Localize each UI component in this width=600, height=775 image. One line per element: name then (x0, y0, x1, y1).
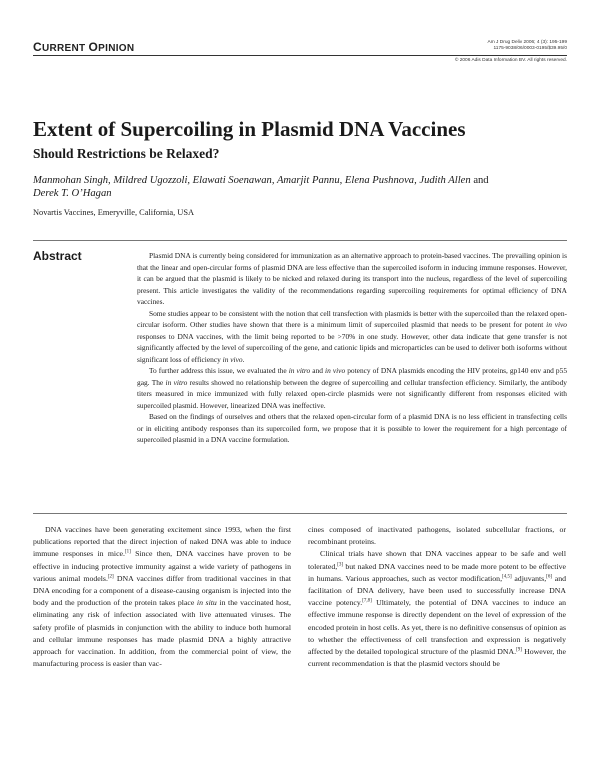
section-header-initial: O (88, 40, 99, 54)
issn-line: 1175-9038/06/0003-0195/$39.95/0 (493, 46, 567, 52)
body-paragraph: DNA vaccines have been generating excitement since 1993, when the first publications reported that the direct injection of naked DNA was able to induce immune responses in mice.[1] Since then, DNA vaccines have proven to be effective in inducing protective immunity against a wide variety of pathogens in various animal models.[2] DNA vaccines differ from traditional vaccines in that DNA encoding for a component of a disease-causing organism is injected into the body and the production of the protein takes place in situ in the vaccinated host, eliminating any risk of infection associated with live attenuated viruses. The safety profile of plasmids in conjunction with the ability to induce both humoral and cellular immune responses has made plasmid DNA a highly attractive approach for vaccination. In addition, from the commercial point of view, the manufacturing process is easier than vac- (33, 525, 291, 669)
abstract-paragraph: To further address this issue, we evaluated the in vitro and in vivo potency of DNA plasmids encoding the HIV proteins, gp140 env and p55 gag. The in vitro results showed no relationship between the degree of supercoiling and cellular transfection efficiency. Similarly, the antibody titers measured in mice immunized with fully relaxed open-circle plasmids were not significantly different from responses elicited with supercoiled plasmid. However, linearized DNA was ineffective. (137, 366, 568, 410)
section-header-rest: PINION (98, 43, 135, 54)
citation-ref[interactable]: [2] (107, 574, 114, 580)
citation-ref[interactable]: [6] (546, 574, 553, 580)
authors-and: and (473, 175, 489, 186)
citation-ref[interactable]: [4,5] (502, 574, 512, 580)
section-header (33, 40, 134, 54)
body-column-left (33, 524, 291, 670)
abstract-body (137, 250, 567, 446)
journal-citation: Am J Drug Deliv 2006; 4 (3): 195-199 (487, 40, 567, 45)
body-column-right (308, 524, 566, 670)
abstract-paragraph: Some studies appear to be consistent with the notion that cell transfection with plasmids is better with the supercoiled than the relaxed open-circular isoform. Other studies have shown that there is a minimum limit of supercoiled plasmid that needs to be present for potent in vivo responses to DNA vaccines, with the limit being reported to be >70% in one study. However, other data indicate that gene transfer is not significantly affected by the level of supercoiling of the gene, and cationic lipids and microparticles can be used to deliver both isoforms without significant loss of efficiency in vivo. (137, 308, 568, 364)
journal-meta (488, 40, 567, 53)
section-header-initial: C (33, 40, 42, 54)
citation-ref[interactable]: [3] (337, 562, 344, 568)
abstract-heading: Abstract (33, 249, 82, 263)
abstract-paragraph: Plasmid DNA is currently being considered for immunization as an alternative approach to protein-based vaccines. The prevailing opinion is that the linear and open-circular forms of plasmid DNA are less effective than the supercoiled isoform in inducing immune responses. However, it can be argued that the plasmid is likely to be nicked and relaxed during its transport into the nucleus, regardless of the level of supercoiling present. This article investigates the validity of the recommendations regarding supercoiling requirements for optimal efficiency of DNA vaccines. (137, 251, 567, 306)
copyright-notice: © 2006 Adis Data Information BV. All rights reserved. (454, 58, 567, 63)
body-paragraph: cines composed of inactivated pathogens, isolated subcellular fractions, or recombinant proteins. (308, 525, 566, 547)
authors-main: Manmohan Singh, Mildred Ugozzoli, Elawati Soenawan, Amarjit Pannu, Elena Pushnova, Judith Allen (33, 175, 471, 186)
citation-ref[interactable]: [9] (516, 647, 522, 653)
authors-last: Derek T. O’Hagan (33, 188, 112, 199)
article-subtitle: Should Restrictions be Relaxed? (33, 146, 220, 161)
citation-ref[interactable]: [1] (124, 549, 131, 555)
header-rule (33, 55, 567, 56)
abstract-top-rule (33, 240, 567, 241)
affiliation: Novartis Vaccines, Emeryville, California, USA (33, 208, 195, 217)
abstract-bottom-rule (33, 513, 567, 514)
citation-ref[interactable]: [7,8] (362, 598, 372, 604)
article-title: Extent of Supercoiling in Plasmid DNA Vaccines (33, 117, 466, 141)
section-header-rest: URRENT (41, 43, 89, 54)
abstract-paragraph: Based on the findings of ourselves and others that the relaxed open-circular form of a plasmid DNA is no less efficient in transfecting cells or in eliciting antibody responses than its supercoiled form, we propose that it is possible to lower the requirement for a high percentage of supercoiled plasmid in a DNA vaccine formulation. (137, 412, 567, 444)
author-list (33, 174, 553, 200)
body-paragraph: Clinical trials have shown that DNA vaccines appear to be safe and well tolerated,[3] but naked DNA vaccines need to be made more potent to be effective in humans. Various approaches, such as vector modification,[4,5] adjuvants,[6] and facilitation of DNA delivery, have been used to successfully increase DNA vaccine potency.[7,8] Ultimately, the potential of DNA vaccines to induce an effective immune response is directly dependent on the level of expression of the encoded protein in host cells. As yet, there is no definitive consensus of opinion as to whether the effectiveness of cell transfection and expression is negatively affected by the detailed topological structure of the plasmid DNA.[9] However, the current recommendation is that the plasmid vectors should be (308, 549, 566, 669)
